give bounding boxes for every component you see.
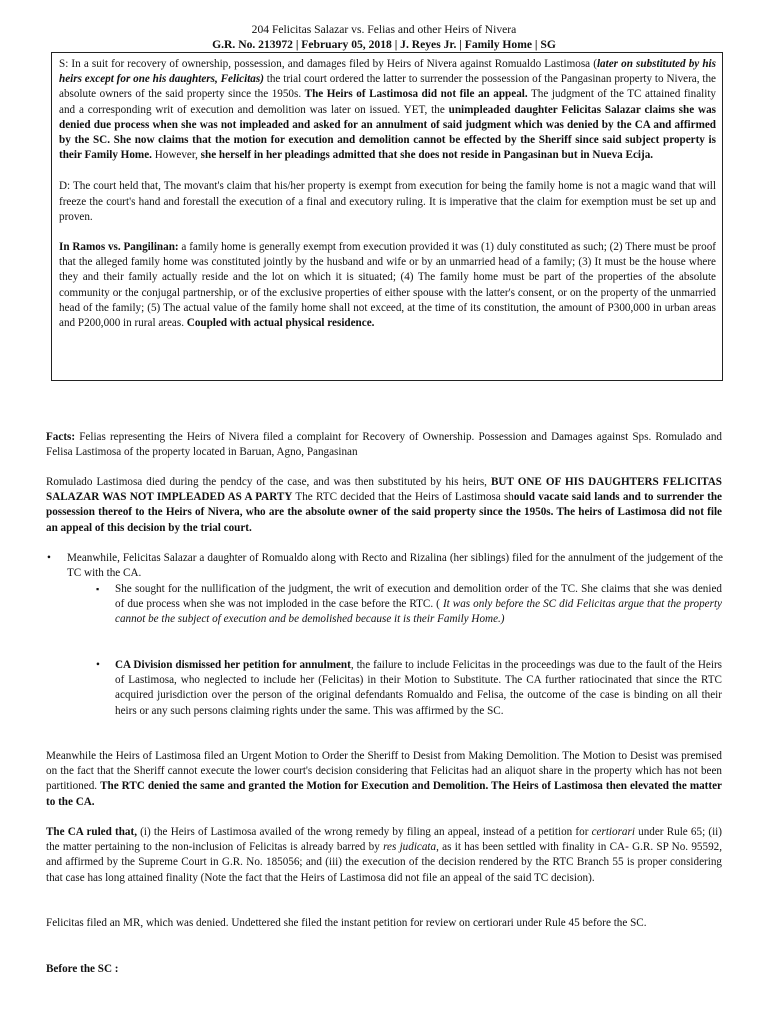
text-run: It was only before the SC did Felicitas argue that the property cannot be the subject of execution and be demolished because it is their Family Home.)	[115, 598, 722, 626]
facts-text	[46, 430, 722, 460]
text-run: The RTC decided that the Heirs of Lastimosa sh	[292, 491, 514, 504]
ca-ruling-text	[46, 825, 722, 886]
text-run: she herself in her pleadings admitted that she does not reside in Pangasinan but in Nueva Ecija.	[200, 149, 654, 162]
sub-bullet-ca-dismissed	[96, 658, 722, 719]
text-run: ould vacate said lands and to surrender the possession thereof to the Heirs of Nivera, who are the absolute owner of the said property since the 1950s. The heirs of Lastimosa did not file an appeal of this decision by the trial court.	[46, 491, 723, 534]
digest-ramos-rule	[59, 240, 716, 331]
text-run: , as it has been settled with finality in CA- G.R. SP No. 95592, and affirmed by the Supreme Court in G.R. No. 185056; and (iii) the execution of the decision rendered by the RTC Branch 55 is proper considering that case has long attained finality (Note the fact that the Heirs of Lastimosa did not file an appeal of the said TC decision).	[46, 841, 723, 884]
ca-ruling-paragraph	[46, 825, 722, 886]
bullet-dot: •	[47, 552, 51, 564]
text-run: the trial court ordered the latter to surrender the possession of the Pangasinan property to Nivera, the absolute owners of the said property since the 1950s.	[59, 73, 716, 101]
digest-doctrine: D: The court held that, The movant's claim that his/her property is exempt from execution for being the family home is not a magic wand that will freeze the court's hand and forestall the execution of a final and executory ruling. It is imperative that the claim for exemption must be set up and proven.	[59, 180, 716, 223]
text-run: The Heirs of Lastimosa did not file an appeal.	[304, 88, 528, 101]
text-run: S: In a suit for recovery of ownership, possession, and damages filed by Heirs of Nivera against Romualdo Lastimosa (	[59, 58, 597, 70]
text-run: Facts:	[46, 431, 76, 443]
bullet-annulment	[47, 551, 723, 581]
meanwhile-paragraph	[46, 749, 722, 810]
text-run: , the failure to include Felicitas in the proceedings was due to the fault of the Heirs of Lastimosa, who neglected to include her (Felicitas) in their Motion to Substitute. The CA further ratiocinated that since the RTC acquired jurisdiction over the person of the original defendants Romualdo and Felisa, the outcome of the case is binding on all their heirs or any such persons claiming rights under the same. This was affirmed by the SC.	[115, 659, 722, 717]
text-run: The RTC denied the same and granted the Motion for Execution and Demolition. The Heirs of Lastimosa then elevated the matter to the CA.	[46, 780, 722, 808]
text-run: In Ramos vs. Pangilinan:	[59, 241, 179, 254]
text-run: BUT ONE OF HIS DAUGHTERS FELICITAS SALAZAR WAS NOT IMPLEADED AS A PARTY	[46, 476, 722, 504]
text-run: Meanwhile the Heirs of Lastimosa filed an Urgent Motion to Order the Sheriff to Desist from Making Demolition. The Motion to Desist was premised on the fact that the Sheriff cannot execute the lower court's decision considering that Felicitas had an aliquot share in the property which has not been partitioned.	[46, 750, 722, 793]
facts-paragraph	[46, 430, 722, 460]
digest-box	[51, 52, 723, 381]
digest-summary	[59, 57, 716, 163]
case-citation: G.R. No. 213972 | February 05, 2018 | J. Reyes Jr. | Family Home | SG	[212, 38, 556, 51]
sub-bullet-nullification	[96, 582, 722, 628]
case-title: 204 Felicitas Salazar vs. Felias and other Heirs of Nivera	[251, 23, 517, 36]
romulado-paragraph	[46, 475, 722, 536]
text-run: Coupled with actual physical residence.	[186, 317, 375, 330]
text-run: unimpleaded daughter Felicitas Salazar claims she was denied due process when she was not impleaded and asked for an annulment of said judgment which was denied by the CA and affirmed by the SC. She now claims that the motion for execution and demolition cannot be effected by the Sheriff since said subject property is their Family Home.	[59, 103, 716, 162]
sub-bullet-nullification-text	[115, 582, 722, 628]
text-run: The judgment of the TC attained finality and a corresponding writ of execution and demolition was later on issued. YET, the	[59, 88, 717, 116]
sub-bullet-dot: •	[96, 659, 100, 671]
text-run: res judicata	[383, 841, 437, 854]
text-run: The CA ruled that,	[46, 826, 137, 838]
text-run: under Rule 65; (ii) the matter pertaining to the non-inclusion of Felicitas is already barred by	[46, 826, 722, 854]
text-run: (i) the Heirs of Lastimosa availed of the wrong remedy by filing an appeal, instead of a petition for	[136, 826, 592, 838]
text-run: CA Division dismissed her petition for annulment	[115, 659, 351, 671]
sub-bullet-square: ▪	[96, 584, 100, 594]
before-sc-heading-wrap	[46, 962, 722, 977]
text-run: a family home is generally exempt from execution provided it was (1) duly constituted as such; (2) There must be proof that the alleged family home was constituted jointly by the husband and wife or by an unmarried head of a family; (3) It must be the house where they and their family actually reside and the lot on which it is situated; (4) The family home must be part of the properties of the absolute community or the conjugal partnership, or of the exclusive properties of either spouse with the latter's consent, or on the property of the unmarried head of the family; (5) The actual value of the family home shall not exceed, at the time of its constitution, the amount of P300,000 in urban areas and P200,000 in rural areas.	[59, 241, 716, 330]
text-run: She sought for the nullification of the judgment, the writ of execution and demolition order of the TC. She claims that she was denied of due process when she was not imploded in the case before the RTC. (	[115, 583, 722, 611]
felicitas-mr-text: Felicitas filed an MR, which was denied. Undettered she filed the instant petition for review on certiorari under Rule 45 before the SC.	[46, 917, 647, 929]
meanwhile-text	[46, 749, 722, 810]
romulado-text	[46, 475, 722, 536]
bullet-annulment-text: Meanwhile, Felicitas Salazar a daughter of Romualdo along with Recto and Rizalina (her siblings) filed for the annulment of the judgement of the TC with the CA.	[67, 552, 723, 580]
text-run: Romulado Lastimosa died during the pendcy of the case, and was then substituted by his heirs,	[46, 476, 491, 488]
sub-bullet-ca-dismissed-text	[115, 658, 722, 719]
text-run: However,	[151, 149, 201, 162]
text-run: later on substituted by his heirs except for one his daughters, Felicitas)	[59, 58, 716, 86]
felicitas-mr-paragraph	[46, 916, 722, 931]
text-run: certiorari	[591, 826, 635, 838]
text-run: Felias representing the Heirs of Nivera filed a complaint for Recovery of Ownership. Possession and Damages against Sps. Romulado and Felisa Lastimosa of the property located in Baruan, Agno, Pangasinan	[46, 431, 722, 459]
before-sc-heading: Before the SC :	[46, 963, 119, 975]
